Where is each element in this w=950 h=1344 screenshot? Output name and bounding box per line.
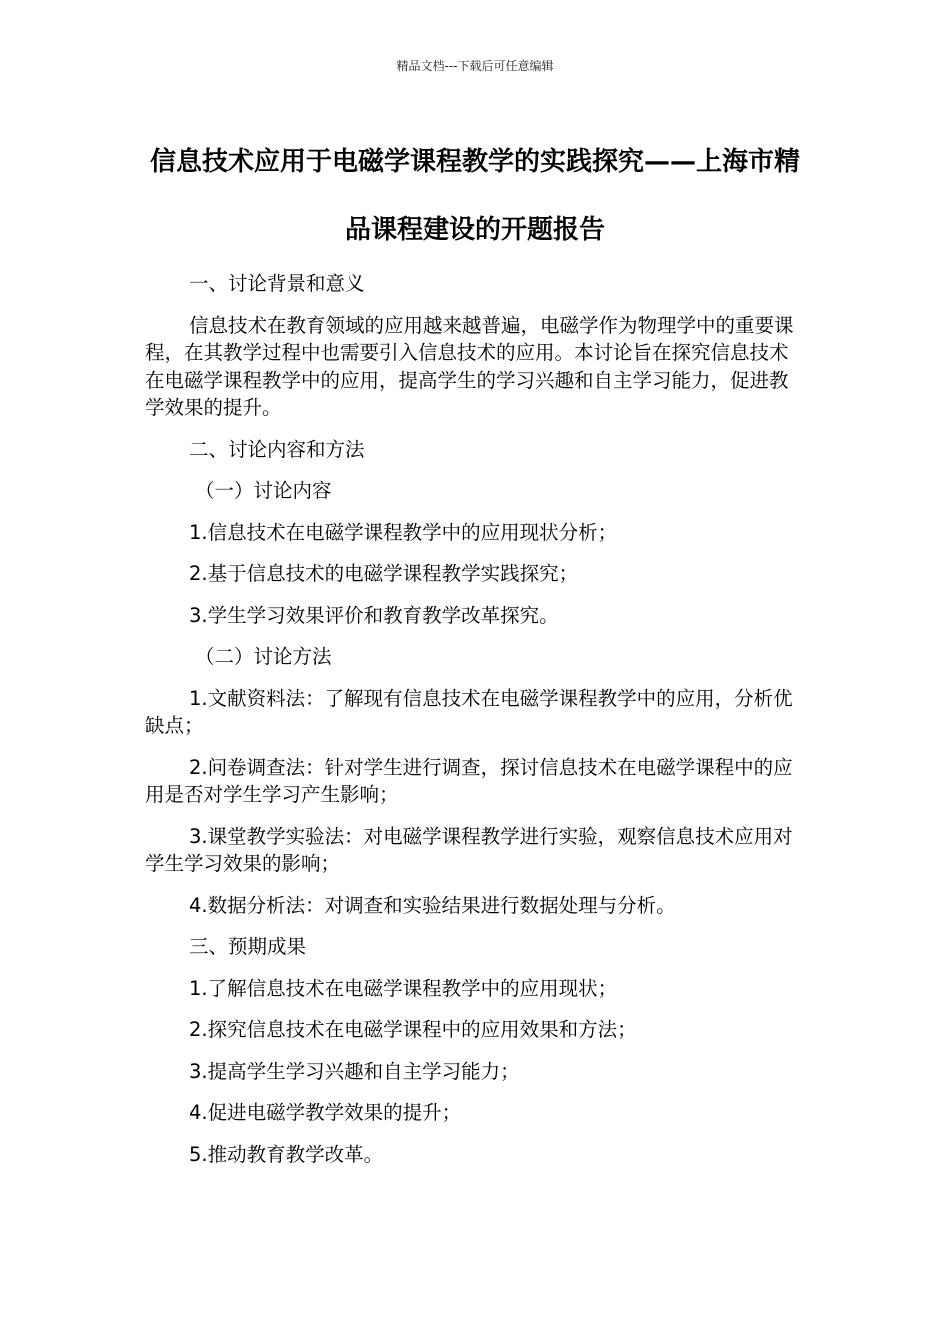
method-item: 3.课堂教学实验法：对电磁学课程教学进行实验，观察信息技术应用对学生学习效果的影响； [145,824,793,875]
result-item: 3.提高学生学习兴趣和自主学习能力； [189,1059,520,1083]
result-item: 4.促进电磁学教学效果的提升； [189,1101,462,1124]
section-heading-content-method: 二、讨论内容和方法 [189,437,365,461]
subheading-content: （一）讨论内容 [195,479,332,502]
method-item: 2.问卷调查法：针对学生进行调查，探讨信息技术在电磁学课程中的应用是否对学生学习产生影响； [145,755,793,806]
content-item: 3.学生学习效果评价和教育教学改革探究。 [189,603,559,627]
content-item: 1.信息技术在电磁学课程教学中的应用现状分析； [189,520,618,544]
section-heading-background: 一、讨论背景和意义 [189,272,365,295]
header-note: 精品文档---下载后可任意编辑 [396,59,554,73]
document-title: 信息技术应用于电磁学课程教学的实践探究——上海市精品课程建设的开题报告 [149,147,800,245]
background-paragraph: 信息技术在教育领域的应用越来越普遍，电磁学作为物理学中的重要课程，在其教学过程中也需要引入信息技术的应用。本讨论旨在探究信息技术在电磁学课程教学中的应用，提高学生的学习兴趣和自主学习能力，促进教学效果的提升。 [145,313,794,419]
subheading-method: （二）讨论方法 [195,645,332,668]
document-body [145,270,800,1182]
result-item: 1.了解信息技术在电磁学课程教学中的应用现状； [189,976,618,1000]
section-heading-expected-results: 三、预期成果 [189,935,307,958]
method-item: 4.数据分析法：对调查和实验结果进行数据处理与分析。 [189,893,676,917]
result-item: 2.探究信息技术在电磁学课程中的应用效果和方法； [189,1018,637,1041]
result-item: 5.推动教育教学改革。 [189,1142,384,1166]
content-item: 2.基于信息技术的电磁学课程教学实践探究； [189,562,579,585]
method-item: 1.文献资料法：了解现有信息技术在电磁学课程教学中的应用，分析优缺点； [145,686,793,737]
